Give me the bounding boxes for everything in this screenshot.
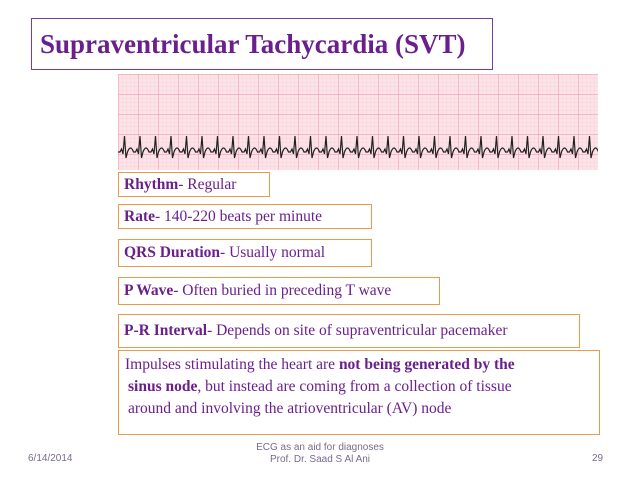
footer-date: 6/14/2014 [28, 453, 73, 464]
ecg-strip-image [118, 74, 598, 170]
qrs-box [118, 239, 372, 267]
explanation-text-2: , but instead are coming from a collection of tissue [197, 378, 512, 395]
explanation-line-1 [125, 354, 591, 376]
p-wave-value: - Often buried in preceding T wave [173, 282, 392, 299]
explanation-text-3: around and involving the atrioventricular (AV) node [128, 400, 452, 417]
explanation-box [118, 350, 600, 435]
pr-interval-box [118, 314, 580, 348]
qrs-label: QRS Duration [124, 244, 221, 261]
qrs-value: - Usually normal [220, 244, 326, 261]
rate-label: Rate [124, 207, 155, 225]
pr-interval-value: - Depends on site of supraventricular pacemaker [207, 322, 508, 339]
rate-value: - 140-220 beats per minute [155, 207, 323, 225]
explanation-line-2 [125, 376, 591, 398]
footer-credit [250, 442, 390, 466]
footer-credit-line-2: Prof. Dr. Saad S Al Ani [269, 454, 371, 465]
title-box [31, 18, 493, 70]
rhythm-label: Rhythm [124, 175, 179, 193]
explanation-line-3 [125, 398, 591, 420]
explanation-text-1: Impulses stimulating the heart are [125, 356, 339, 373]
footer-credit-line-1: ECG as an aid for diagnoses [256, 442, 384, 453]
p-wave-label: P Wave [124, 282, 174, 299]
pr-interval-label: P-R Interval [124, 322, 208, 339]
rhythm-value: - Regular [178, 175, 237, 193]
rate-box [118, 204, 372, 229]
p-wave-box [118, 277, 440, 305]
rhythm-box [118, 172, 270, 197]
slide-title: Supraventricular Tachycardia (SVT) [40, 28, 466, 59]
explanation-bold-2: sinus node [128, 378, 198, 395]
footer-page-number: 29 [592, 453, 604, 464]
explanation-bold-1: not being generated by the [338, 356, 515, 373]
